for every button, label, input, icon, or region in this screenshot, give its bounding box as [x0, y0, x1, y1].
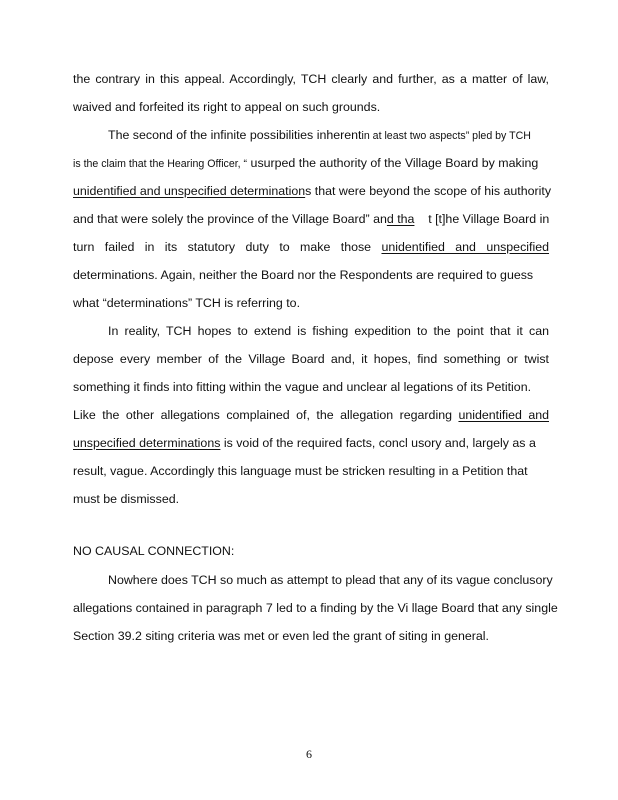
para2-line-3-text: s that were beyond the scope of his authority [305, 184, 552, 198]
para2-line-5-text: turn failed in its statutory duty to make those [73, 240, 382, 254]
para2-line-4-text: and that were solely the province of the Village Board” an [73, 212, 387, 226]
para4-line-2: allegations contained in paragraph 7 led to a finding by the Vi llage Board that any single [73, 601, 558, 615]
para3-line-3: something it finds into fitting within the vague and unclear al legations of its Petition. [73, 380, 532, 394]
underlined-phrase: unidentified and [458, 408, 549, 422]
para2-line-1-small-text: in at least two aspects” pled by TCH [361, 130, 531, 142]
section-heading: NO CAUSAL CONNECTION: [73, 544, 235, 558]
para2-line-5 [73, 239, 549, 255]
para1-line-1: the contrary in this appeal. Accordingly, TCH clearly and further, as a matter of law, [73, 72, 549, 86]
para3-line-5 [73, 435, 549, 451]
para4-line-1: Nowhere does TCH so much as attempt to plead that any of its vague conclusory [108, 573, 553, 587]
para2-line-3 [73, 183, 552, 199]
para2-line-2-text: usurped the authority of the Village Board by making [250, 156, 539, 170]
para3-line-5-text: is void of the required facts, concl usory and, largely as a [220, 436, 536, 450]
para3-line-4-text: Like the other allegations complained of, the allegation regarding [73, 408, 459, 422]
para3-line-4 [73, 407, 549, 423]
para2-line-2-small-text: is the claim that the Hearing Officer, “ [73, 158, 248, 170]
para3-line-7: must be dismissed. [73, 492, 180, 506]
para2-line-2 [73, 155, 549, 172]
para3-line-6: result, vague. Accordingly this language must be stricken resulting in a Petition that [73, 464, 528, 478]
underlined-phrase: d tha [386, 212, 415, 226]
para2-line-6: determinations. Again, neither the Board nor the Respondents are required to guess [73, 268, 534, 282]
para2-line-1-text: The second of the infinite possibilities inherent [108, 128, 362, 142]
underlined-phrase: unidentified and unspecified [381, 240, 550, 254]
para1-line-2: waived and forfeited its right to appeal on such grounds. [73, 100, 381, 114]
underlined-phrase: unidentified and unspecified determination [73, 184, 306, 198]
para2-line-4 [73, 211, 549, 227]
para2-line-7: what “determinations” TCH is referring to. [73, 296, 301, 310]
para4-line-3: Section 39.2 siting criteria was met or even led the grant of siting in general. [73, 629, 489, 643]
page-number: 6 [306, 747, 312, 761]
para2-line-1 [108, 127, 549, 144]
underlined-phrase: unspecified determinations [73, 436, 221, 450]
para3-line-1: In reality, TCH hopes to extend is fishing expedition to the point that it can [108, 324, 549, 338]
para3-line-2: depose every member of the Village Board and, it hopes, find something or twist [73, 352, 549, 366]
para2-line-4-tail: t [t]he Village Board in [428, 212, 550, 226]
